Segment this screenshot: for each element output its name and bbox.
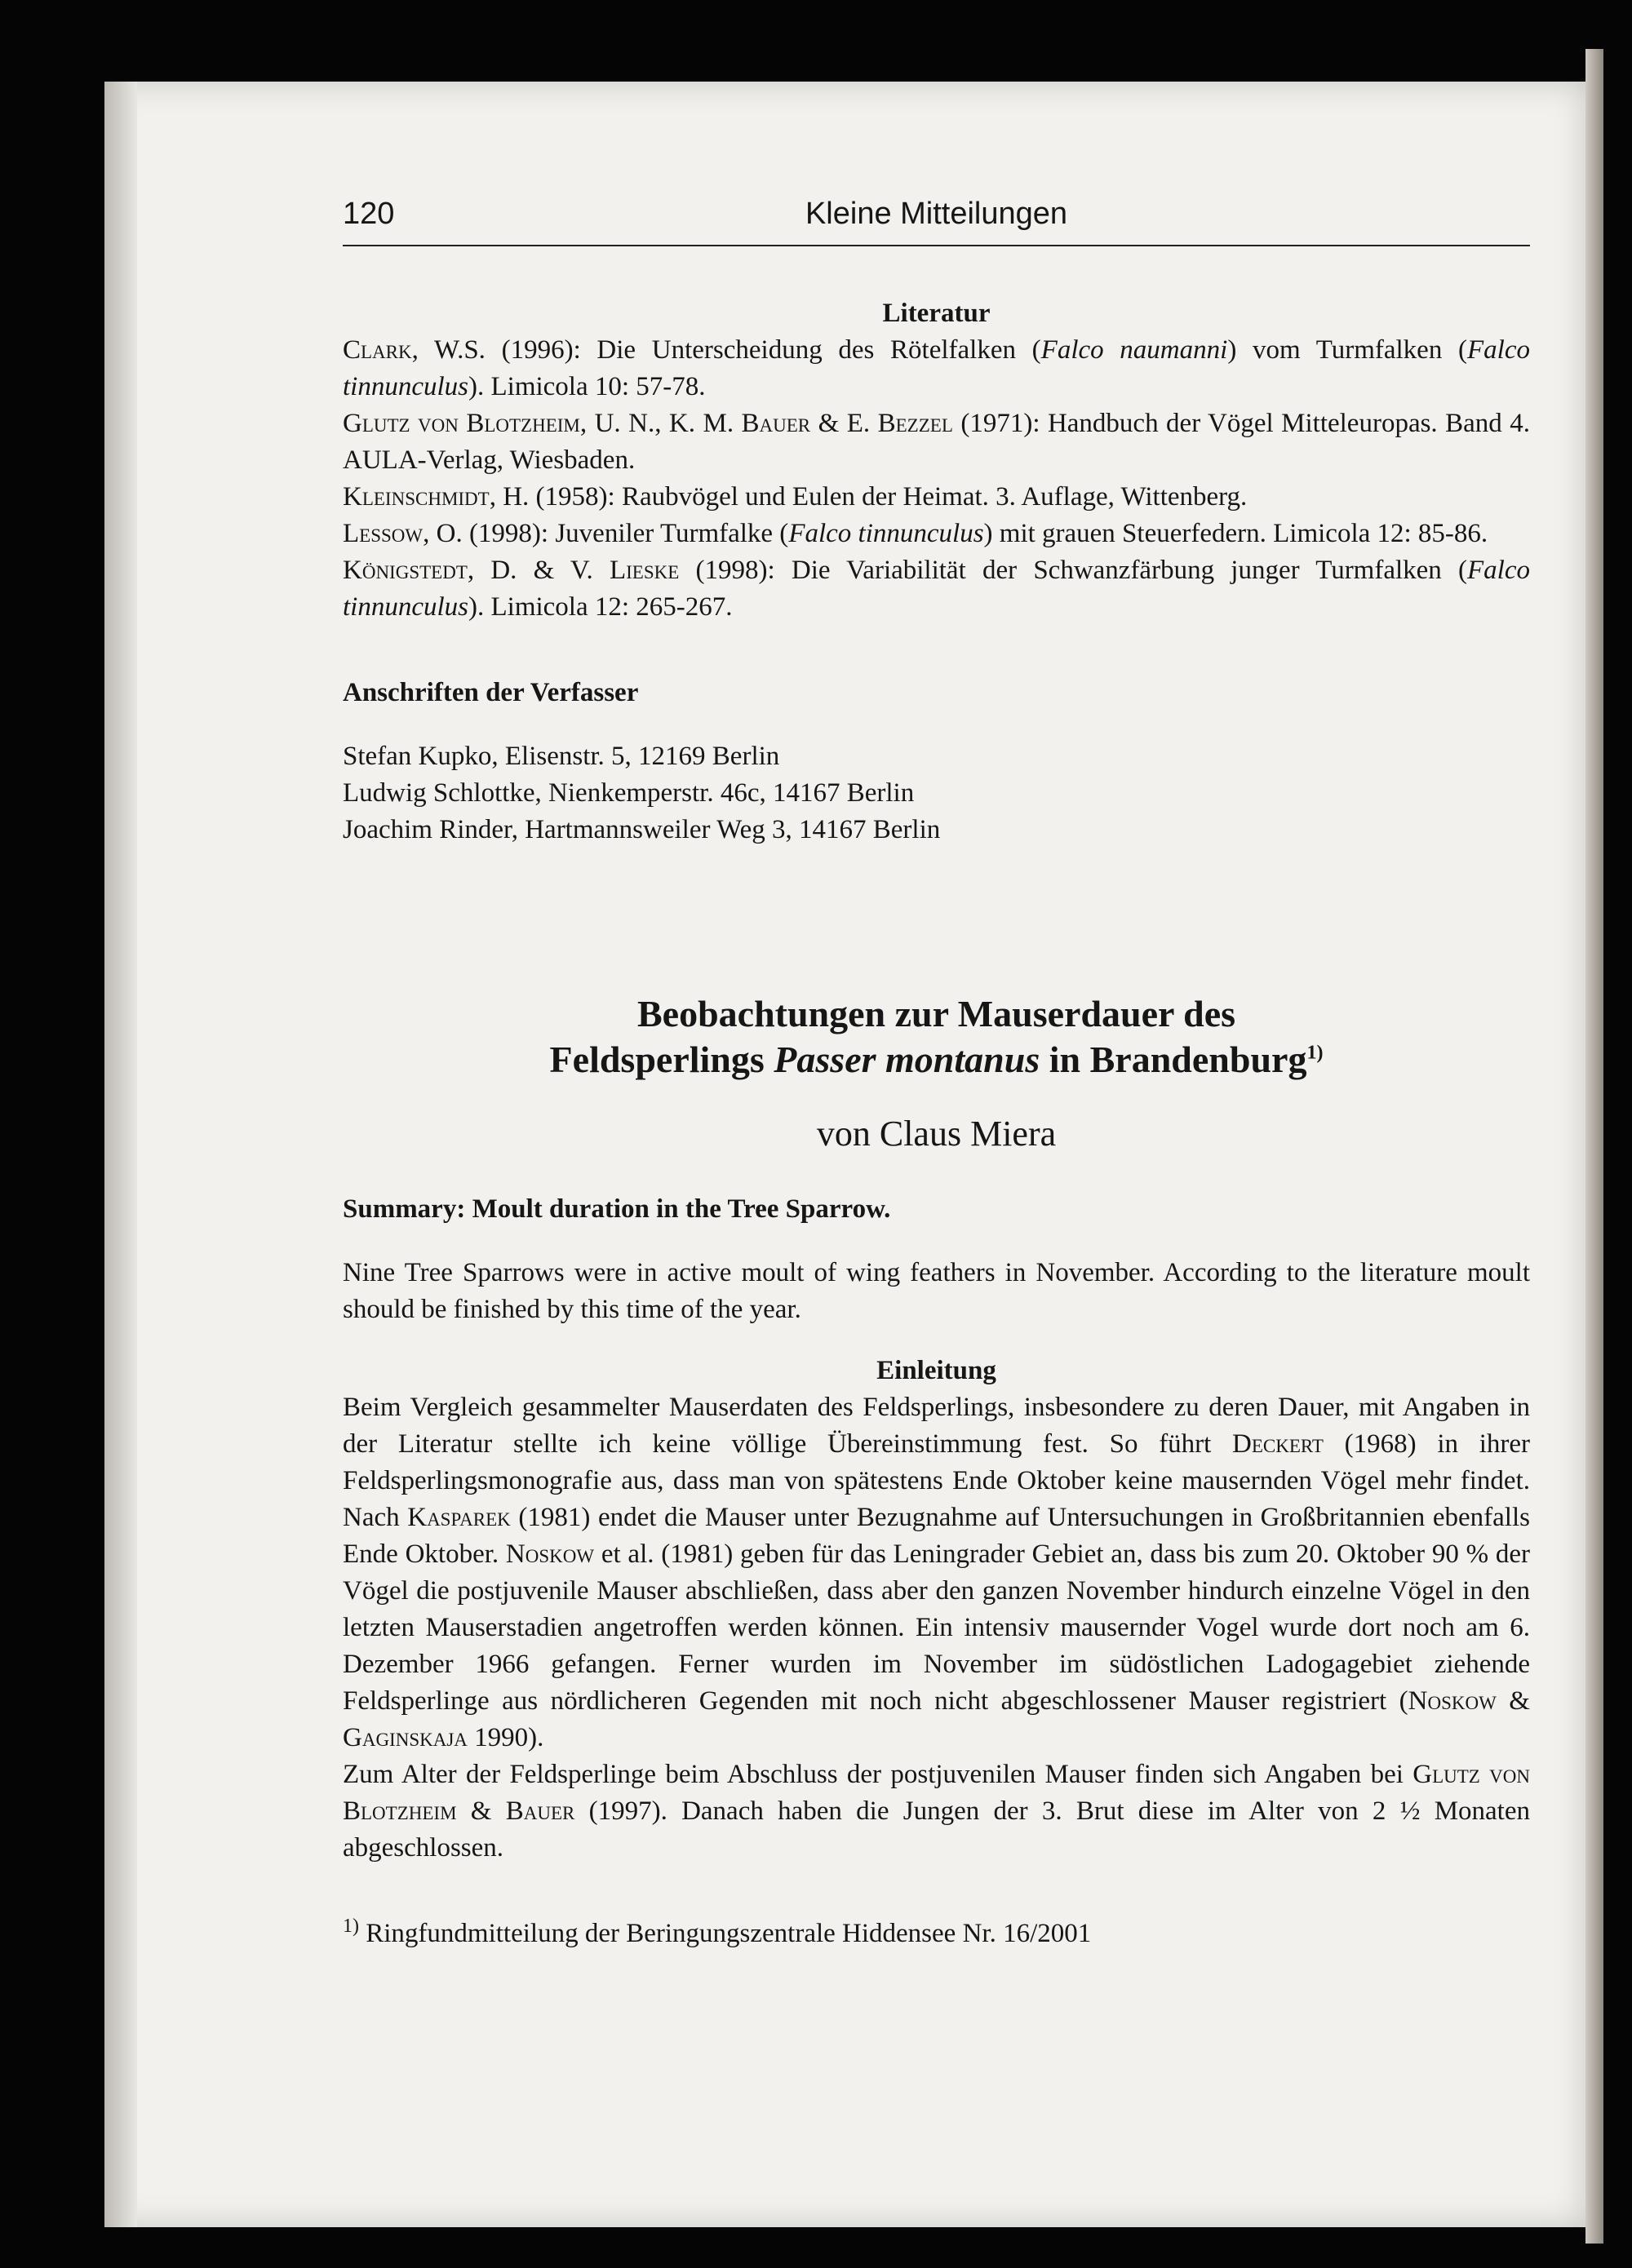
reference-item: Lessow, O. (1998): Juveniler Turmfalke (Falco tinnunculus) mit grauen Steuerfedern. Limicola 12: 85-86.: [343, 519, 1488, 548]
footnote: $^{1)}$ Ringfundmitteilung der Beringungszentrale Hiddensee Nr. 16/2001: [343, 1916, 1092, 1948]
intro-paragraph-2: Zum Alter der Feldsperlinge beim Abschluss der postjuvenilen Mauser finden sich Angaben bei Glutz von Blotzheim & Bauer (1997). Danach haben die Jungen der 3. Brut diese im Alter von 2 ½ Monaten abgeschlossen.: [343, 1760, 1530, 1863]
address-line: Ludwig Schlottke, Nienkemperstr. 46c, 14167 Berlin: [343, 778, 915, 808]
page-header: [343, 188, 1530, 246]
summary-text: Nine Tree Sparrows were in active moult of wing feathers in November. According to the literature moult should be finished by this time of the year.: [343, 1258, 1530, 1324]
addresses-heading: Anschriften der Verfasser: [343, 678, 639, 707]
title-footnote-mark: 1): [1306, 1042, 1324, 1064]
reference-item: Königstedt, D. & V. Lieske (1998): Die Variabilität der Schwanzfärbung junger Turmfalken (Falco tinnunculus). Limicola 12: 265-267.: [343, 556, 1530, 622]
running-head: Kleine Mitteilungen: [805, 197, 1068, 231]
address-line: Stefan Kupko, Elisenstr. 5, 12169 Berlin: [343, 742, 780, 771]
address-line: Joachim Rinder, Hartmannsweiler Weg 3, 14167 Berlin: [343, 815, 941, 844]
article-title: Beobachtungen zur Mauserdauer des Feldsperlings Passer montanus in Brandenburg$^{1)}$: [549, 993, 1324, 1080]
facing-page-edge: [1585, 49, 1603, 2244]
article-author: von Claus Miera: [816, 1114, 1057, 1154]
reference-item: Glutz von Blotzheim, U. N., K. M. Bauer & E. Bezzel (1971): Handbuch der Vögel Mitteleuropas. Band 4. AULA-Verlag, Wiesbaden.: [343, 409, 1531, 475]
intro-heading: Einleitung: [876, 1356, 996, 1385]
reference-item: Clark, W.S. (1996): Die Unterscheidung des Rötelfalken (Falco naumanni) vom Turmfalken (Falco tinnunculus). Limicola 10: 57-78.: [343, 335, 1530, 401]
intro-paragraph-1: Beim Vergleich gesammelter Mauserdaten des Feldsperlings, insbesondere zu deren Dauer, mit Angaben in der Literatur stellte ich keine völlige Übereinstimmung fest. So führt Deckert (1968) in ihrer Feldsperlingsmonografie aus, dass man von spätestens Ende Oktober keine mausernden Vögel mehr findet. Nach Kasparek (1981) endet die Mauser unter Bezugnahme auf Untersuchungen in Großbritannien ebenfalls Ende Oktober. Noskow et al. (1981) geben für das Leningrader Gebiet an, dass bis zum 20. Oktober 90 % der Vögel die postjuvenile Mauser abschließen, dass aber den ganzen November hindurch einzelne Vögel in den letzten Mauserstadien angetroffen werden können. Ein intensiv mausernder Vogel wurde dort noch am 6. Dezember 1966 gefangen. Ferner wurden im November im südöstlichen Ladogagebiet ziehende Feldsperlinge aus nördlicheren Gegenden mit noch nicht abgeschlossener Mauser registriert (Noskow & Gaginskaja 1990).: [343, 1393, 1530, 1752]
page-stack-edge: [104, 82, 137, 2227]
reference-item: Kleinschmidt, H. (1958): Raubvögel und Eulen der Heimat. 3. Auflage, Wittenberg.: [343, 482, 1248, 512]
literature-heading: Literatur: [882, 299, 991, 328]
summary-heading: Summary: Moult duration in the Tree Sparrow.: [343, 1194, 891, 1224]
page-content: [343, 188, 1530, 1979]
page-number: 120: [343, 197, 395, 231]
